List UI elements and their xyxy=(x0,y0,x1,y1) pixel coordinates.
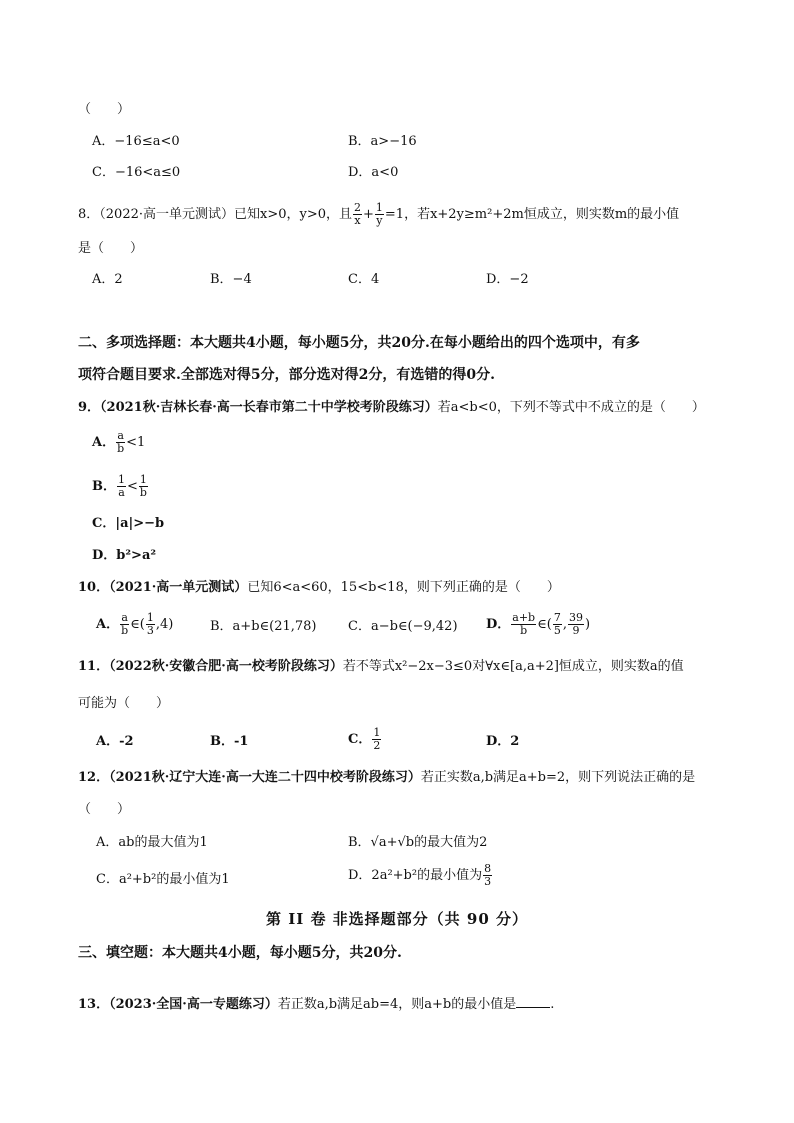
denominator: 2 xyxy=(373,739,381,752)
fraction-8-over-3 xyxy=(483,863,492,888)
q11-option-a: A．-2 xyxy=(96,734,134,749)
numerator: a+b xyxy=(512,611,536,624)
q8-option-c: C．4 xyxy=(348,272,380,287)
q13-source: （2023·全国·高一专题练习） xyxy=(109,997,278,1012)
fraction-7-over-5 xyxy=(553,612,562,637)
q8-option-b: B．−4 xyxy=(210,272,252,287)
q9-number: 9． xyxy=(78,400,101,415)
q7-option-d: D．a<0 xyxy=(348,165,399,180)
denominator: 3 xyxy=(146,624,154,637)
q13-number: 13． xyxy=(78,997,110,1012)
q8-stem-pre: 8．（2022·高一单元测试）已知x>0，y>0，且 xyxy=(78,207,352,222)
section-multiple-choice-rules: 项符合题目要求.全部选对得5分，部分选对得2分，有选错的得0分. xyxy=(78,367,495,383)
section-fill-in-heading: 三、填空题：本大题共4小题，每小题5分，共20分. xyxy=(78,945,402,961)
section-multiple-choice-heading: 二、多项选择题：本大题共4小题，每小题5分，共20分.在每小题给出的四个选项中，有多 xyxy=(78,335,640,351)
numerator: a xyxy=(117,429,124,442)
q11-option-d: D．2 xyxy=(486,734,520,749)
numerator: 1 xyxy=(139,473,147,486)
less-than: < xyxy=(127,479,138,494)
q9-option-a xyxy=(92,430,145,455)
answer-blank[interactable] xyxy=(516,995,550,1008)
q13-end: . xyxy=(550,997,555,1012)
q12-number: 12． xyxy=(78,770,110,785)
q8-option-d: D．−2 xyxy=(486,272,529,287)
option-label: A． xyxy=(92,435,116,450)
denominator: x xyxy=(354,214,361,227)
fraction-a-over-b xyxy=(116,430,125,455)
option-text: <1 xyxy=(126,435,146,450)
q12-option-b: B．√a+√b的最大值为2 xyxy=(348,835,488,850)
fraction-a-plus-b-over-b xyxy=(511,612,536,637)
q12-option-a: A．ab的最大值为1 xyxy=(96,835,208,850)
numerator: 2 xyxy=(354,201,361,214)
option-label: A． xyxy=(96,617,120,632)
q12-question: 若正实数a,b满足a+b=2，则下列说法正确的是 xyxy=(420,770,696,785)
q10-question: 已知6<a<60，15<b<18，则下列正确的是（ ） xyxy=(247,580,560,595)
q12-stem xyxy=(78,769,695,787)
numerator: 39 xyxy=(568,611,583,624)
fraction-a-over-b xyxy=(120,612,129,637)
q8-stem-line1 xyxy=(78,202,679,227)
option-text: D．2a²+b²的最小值为 xyxy=(348,868,483,883)
q11-stem xyxy=(78,658,684,676)
numerator: 7 xyxy=(553,611,561,624)
option-label: B． xyxy=(92,479,116,494)
q9-question: 若a<b<0，下列不等式中不成立的是（ ） xyxy=(437,400,705,415)
q13-question: 若正数a,b满足ab=4，则a+b的最小值是 xyxy=(277,997,517,1012)
interval-close: ,4) xyxy=(155,617,174,632)
interval-open: ∈( xyxy=(130,617,145,632)
q10-option-b: B．a+b∈(21,78) xyxy=(210,619,317,634)
numerator: 1 xyxy=(375,201,383,214)
denominator: b xyxy=(121,624,129,637)
q12-option-c: C．a²+b²的最小值为1 xyxy=(96,872,230,887)
denominator: 5 xyxy=(553,624,561,637)
fraction-39-over-9 xyxy=(568,612,584,637)
q10-source: （2021·高一单元测试） xyxy=(109,580,248,595)
q11-question: 若不等式x²−2x−3≤0对∀x∈[a,a+2]恒成立，则实数a的值 xyxy=(342,659,684,674)
q10-number: 10． xyxy=(78,580,110,595)
part-two-title: 第 II 卷 非选择题部分（共 90 分） xyxy=(265,910,529,928)
q11-option-b: B．-1 xyxy=(210,734,249,749)
q12-option-d xyxy=(348,863,493,888)
q10-option-c: C．a−b∈(−9,42) xyxy=(348,619,458,634)
q10-option-a xyxy=(96,612,173,637)
q9-source: （2021秋·吉林长春·高一长春市第二十中学校考阶段练习） xyxy=(100,400,438,415)
denominator: y xyxy=(376,214,383,227)
numerator: 1 xyxy=(373,726,381,739)
q9-option-d: D．b²>a² xyxy=(92,548,157,563)
fraction-1-over-3 xyxy=(146,612,155,637)
numerator: a xyxy=(121,611,128,624)
q11-number: 11． xyxy=(78,659,110,674)
q12-source: （2021秋·辽宁大连·高一大连二十四中校考阶段练习） xyxy=(109,770,421,785)
q7-answer-paren: （ ） xyxy=(78,102,131,117)
q7-option-a: A．−16≤a<0 xyxy=(92,134,180,149)
q8-fraction-1-over-y xyxy=(375,202,384,227)
denominator: b xyxy=(520,624,528,637)
fraction-1-over-a xyxy=(117,474,126,499)
numerator: 1 xyxy=(118,473,125,486)
denominator: 9 xyxy=(572,624,580,637)
q7-option-b: B．a>−16 xyxy=(348,134,417,149)
q10-stem xyxy=(78,579,560,597)
fraction-1-over-2 xyxy=(372,727,381,752)
q9-option-c: C．|a|>−b xyxy=(92,516,165,531)
q8-stem-post: =1，若x+2y≥m²+2m恒成立，则实数m的最小值 xyxy=(384,207,680,222)
q12-stem-line2: （ ） xyxy=(78,802,131,817)
denominator: a xyxy=(118,486,125,499)
q7-option-c: C．−16<a≤0 xyxy=(92,165,181,180)
q11-stem-line2: 可能为（ ） xyxy=(78,696,170,711)
q11-source: （2022秋·安徽合肥·高一校考阶段练习） xyxy=(109,659,343,674)
q8-stem-line2: 是（ ） xyxy=(78,241,144,256)
q10-option-d xyxy=(486,612,590,637)
denominator: b xyxy=(139,486,147,499)
numerator: 8 xyxy=(484,862,492,875)
denominator: b xyxy=(117,442,125,455)
denominator: 3 xyxy=(484,875,492,888)
numerator: 1 xyxy=(146,611,154,624)
option-label: D． xyxy=(486,617,511,632)
q9-option-b xyxy=(92,474,149,499)
plus-sign: + xyxy=(363,207,374,222)
fraction-1-over-b xyxy=(139,474,148,499)
q8-option-a: A．2 xyxy=(92,272,123,287)
q8-fraction-2-over-x xyxy=(353,202,362,227)
q13-stem xyxy=(78,995,554,1014)
q9-stem xyxy=(78,399,705,417)
interval-open: ∈( xyxy=(537,617,552,632)
option-label: C． xyxy=(348,732,372,747)
q11-option-c xyxy=(348,727,382,752)
comma: , xyxy=(562,617,567,632)
interval-close: ) xyxy=(584,617,591,632)
